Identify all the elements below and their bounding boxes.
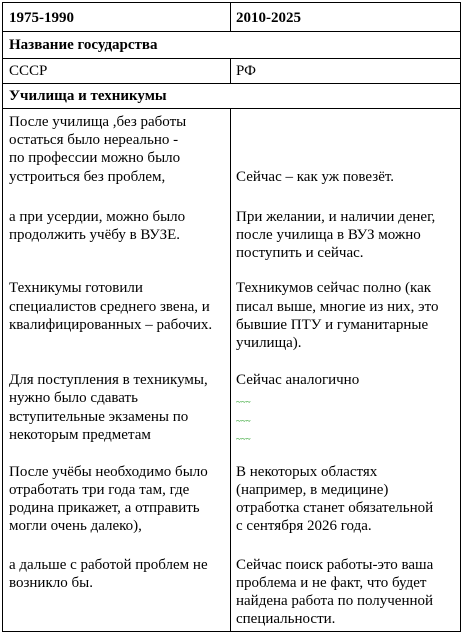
row-divider [3,58,460,59]
left-text-line: квалифицированных – рабочих. [9,317,213,333]
right-text-line: специальности. [236,611,336,627]
section-title-state: Название государства [9,37,158,53]
right-text-line: Техникумов сейчас полно (как [236,280,432,296]
right-text-line: училища). [236,335,302,351]
right-text-line: после училища в ВУЗ можно [236,227,421,243]
right-text-line: Сейчас аналогично [236,372,360,388]
right-text-line: найдена работа по полученной [236,593,434,609]
left-text-line: После учёбы необходимо было [9,464,208,480]
right-text-line: Сейчас поиск работы-это ваша [236,557,434,573]
left-text-line: нужно было сдавать [9,390,138,406]
left-text-line: остаться было нереально - [9,132,179,148]
left-text-line: продолжить учёбу в ВУЗЕ. [9,227,181,243]
left-text-line: Для поступления в техникумы, [9,372,208,388]
state-left-cell: СССР [9,63,48,79]
left-text-line: Техникумы готовили [9,280,143,296]
right-text-line: с сентября 2026 года. [236,518,372,534]
left-text-line: отработать три года там, где [9,482,190,498]
left-text-line: по профессии можно было [9,150,181,166]
left-text-line: После училища ,без работы [9,114,187,130]
header-cell-left: 1975-1990 [9,10,74,26]
right-text-line: Сейчас – как уж повезёт. [236,169,395,185]
right-text-line: (например, в медицине) [236,482,389,498]
comparison-table [2,2,461,632]
right-text-line: В некоторых областях [236,464,378,480]
left-text-line: устроиться без проблем, [9,169,166,185]
right-text-line: При желании, и наличии денег, [236,209,436,225]
state-right-cell: РФ [236,63,256,79]
left-text-line: могли очень далеко), [9,518,142,534]
header-cell-right: 2010-2025 [236,10,301,26]
right-text-line: проблема и не факт, что будет [236,575,427,591]
left-text-line: а дальше с работой проблем не [9,557,208,573]
left-text-line: возникло бы. [9,575,93,591]
left-text-line: специалистов среднего звена, и [9,299,210,315]
right-text-line: писал выше, многие из них, это [236,299,439,315]
section-title-schools: Училища и техникумы [9,88,167,104]
left-text-line: вступительные экзамены по [9,409,189,425]
right-text-line: отработка станет обязательной [236,500,434,516]
left-text-line: родина прикажет, а отправить [9,500,200,516]
spellcheck-mark: ~~~ [236,416,251,426]
left-text-line: некоторым предметам [9,427,151,443]
left-text-line: а при усердии, можно было [9,209,186,225]
right-text-line: бывшие ПТУ и гуманитарные [236,317,429,333]
spellcheck-mark: ~~~ [236,434,251,444]
spellcheck-mark: ~~~ [236,397,251,407]
right-text-line: поступить и сейчас. [236,245,364,261]
row-divider [3,108,460,109]
